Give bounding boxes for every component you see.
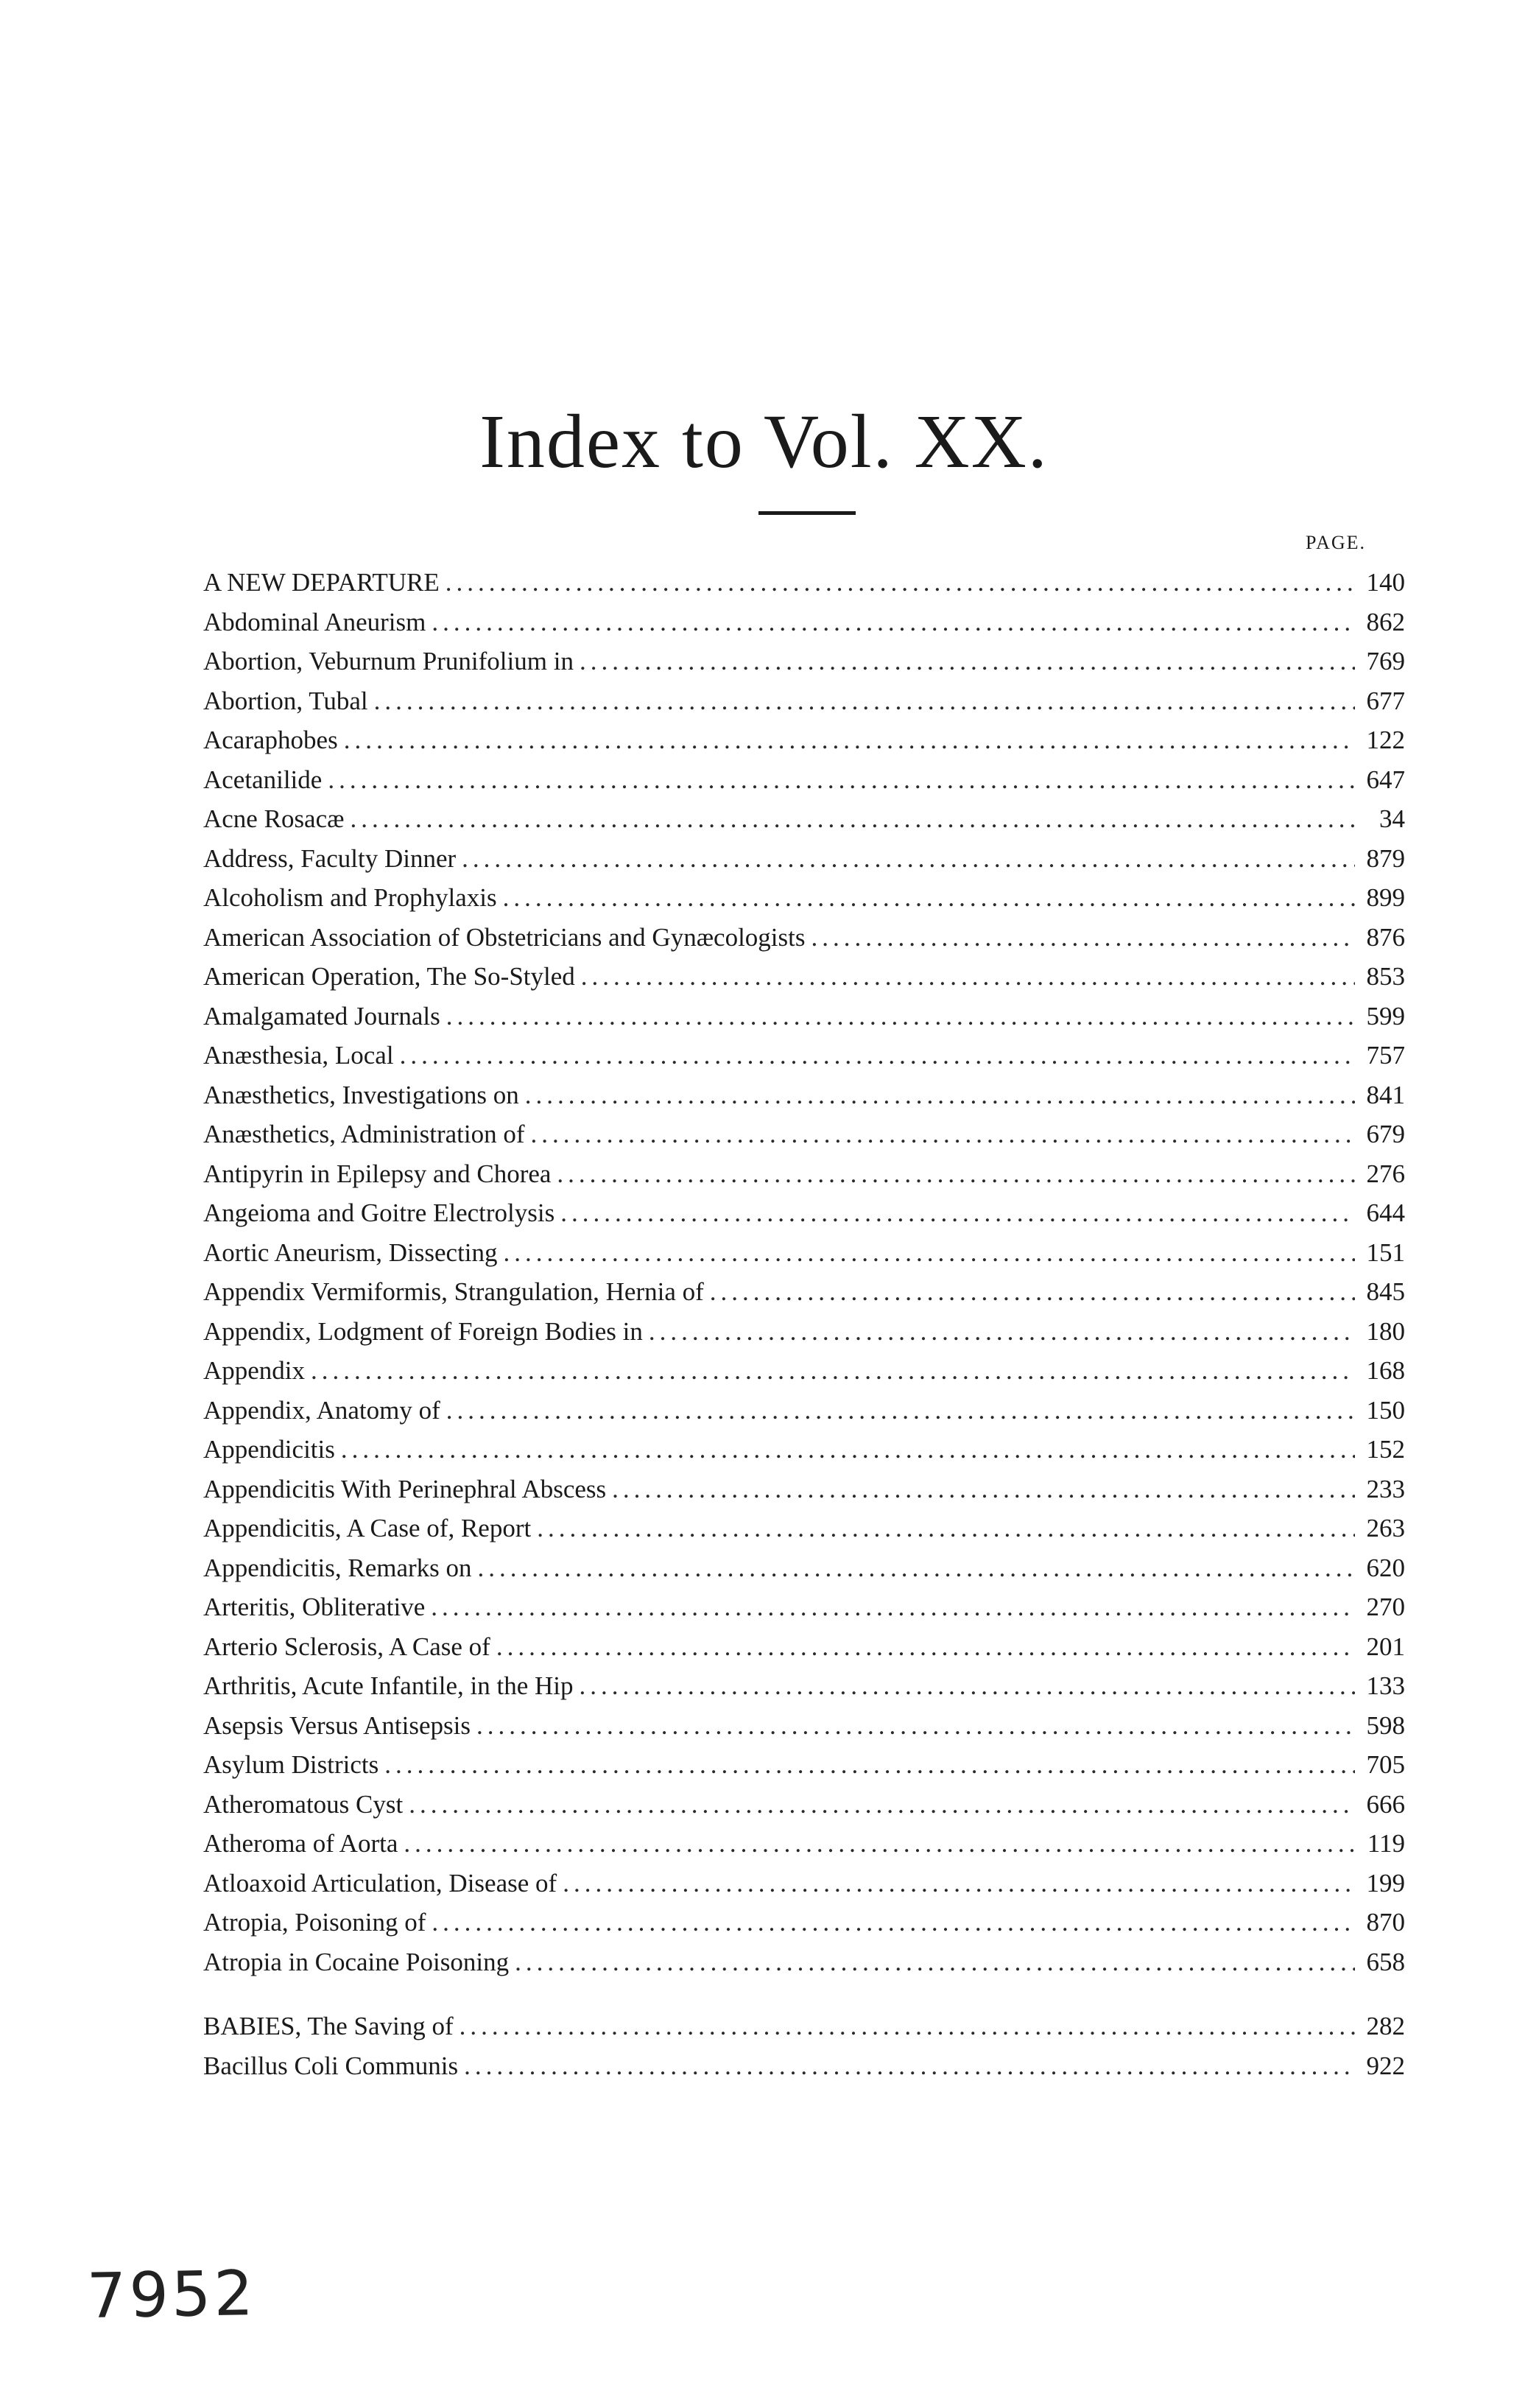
dot-leader xyxy=(446,563,1355,603)
entry-title: Abdominal Aneurism xyxy=(203,607,426,636)
entry-page: 152 xyxy=(1366,1435,1405,1464)
dot-leader xyxy=(557,1154,1355,1194)
entry-page: 705 xyxy=(1366,1750,1405,1779)
entry-page: 876 xyxy=(1366,922,1405,952)
dot-leader xyxy=(464,2046,1355,2086)
entry-title: Appendicitis With Perinephral Abscess xyxy=(203,1474,607,1503)
entry-page: 140 xyxy=(1366,568,1405,597)
dot-leader xyxy=(478,1548,1355,1588)
entry-page: 879 xyxy=(1366,843,1405,873)
entry-title: Atropia in Cocaine Poisoning xyxy=(203,1947,510,1976)
dot-leader xyxy=(710,1272,1355,1312)
dot-leader xyxy=(537,1509,1355,1548)
dot-leader xyxy=(350,799,1355,839)
entry-page: 853 xyxy=(1366,962,1405,991)
title-rule xyxy=(758,511,856,515)
entry-page: 119 xyxy=(1367,1829,1405,1858)
entry-title: Aortic Aneurism, Dissecting xyxy=(203,1238,498,1267)
dot-leader xyxy=(311,1351,1355,1391)
index-entry xyxy=(203,1745,1405,1785)
entry-title: Acne Rosacæ xyxy=(203,804,345,833)
index-entry xyxy=(203,1903,1405,1942)
dot-leader xyxy=(460,2007,1355,2046)
entry-page: 870 xyxy=(1366,1908,1405,1937)
dot-leader xyxy=(400,1036,1355,1075)
dot-leader xyxy=(531,1115,1355,1154)
entry-title: Alcoholism and Prophylaxis xyxy=(203,883,497,912)
entry-page: 899 xyxy=(1366,883,1405,912)
entry-title: Atheroma of Aorta xyxy=(203,1829,398,1858)
entry-title: Appendix, Anatomy of xyxy=(203,1395,440,1425)
index-entry xyxy=(203,1115,1405,1154)
index-entry xyxy=(203,878,1405,918)
dot-leader xyxy=(344,720,1355,760)
dot-leader xyxy=(446,1391,1355,1431)
dot-leader xyxy=(341,1430,1355,1470)
index-list xyxy=(203,563,1405,2085)
entry-page: 282 xyxy=(1366,2012,1405,2040)
dot-leader xyxy=(404,1824,1355,1864)
entry-title: Appendicitis xyxy=(203,1435,335,1464)
index-entry xyxy=(203,1193,1405,1233)
entry-title: Atloaxoid Articulation, Disease of xyxy=(203,1868,557,1898)
entry-page: 133 xyxy=(1366,1671,1405,1700)
dot-leader xyxy=(560,1193,1355,1233)
entry-page: 677 xyxy=(1366,686,1405,715)
index-entry xyxy=(203,1233,1405,1273)
entry-title: Arthritis, Acute Infantile, in the Hip xyxy=(203,1671,574,1700)
index-entry xyxy=(203,2046,1405,2086)
index-entry xyxy=(203,1587,1405,1627)
entry-page: 598 xyxy=(1366,1710,1405,1740)
entry-page: 845 xyxy=(1366,1277,1405,1306)
entry-page: 658 xyxy=(1366,1947,1405,1976)
handwritten-catalog-number: 7952 xyxy=(86,2257,257,2332)
entry-page: 150 xyxy=(1366,1395,1405,1425)
index-entry xyxy=(203,760,1405,800)
index-entry xyxy=(203,720,1405,760)
index-entry xyxy=(203,1430,1405,1470)
entry-page: 841 xyxy=(1366,1080,1405,1109)
dot-leader xyxy=(446,997,1355,1036)
dot-leader xyxy=(525,1075,1355,1115)
dot-leader xyxy=(515,1942,1355,1982)
index-entry xyxy=(203,1312,1405,1352)
entry-title: Anæsthetics, Investigations on xyxy=(203,1080,519,1109)
index-entry xyxy=(203,1351,1405,1391)
entry-page: 757 xyxy=(1366,1041,1405,1070)
entry-page: 679 xyxy=(1366,1120,1405,1148)
entry-title: Abortion, Veburnum Prunifolium in xyxy=(203,647,574,675)
entry-title: BABIES, The Saving of xyxy=(203,2012,454,2040)
entry-title: Asepsis Versus Antisepsis xyxy=(203,1710,471,1740)
index-entry xyxy=(203,1036,1405,1075)
entry-title: Acetanilide xyxy=(203,765,323,794)
entry-page: 34 xyxy=(1379,804,1405,833)
index-entry xyxy=(203,918,1405,958)
entry-page: 168 xyxy=(1366,1356,1405,1385)
entry-title: Arterio Sclerosis, A Case of xyxy=(203,1632,490,1661)
entry-page: 922 xyxy=(1366,2051,1405,2080)
entry-title: Anæsthetics, Administration of xyxy=(203,1120,525,1148)
index-entry xyxy=(203,799,1405,839)
dot-leader xyxy=(496,1627,1355,1667)
index-entry xyxy=(203,1785,1405,1825)
index-entry xyxy=(203,1627,1405,1667)
index-entry xyxy=(203,1824,1405,1864)
index-entry xyxy=(203,1666,1405,1706)
index-entry xyxy=(203,642,1405,681)
entry-page: 599 xyxy=(1366,1001,1405,1031)
entry-title: Appendix Vermiformis, Strangulation, Hernia of xyxy=(203,1277,704,1306)
dot-leader xyxy=(384,1745,1355,1785)
index-entry xyxy=(203,1470,1405,1509)
dot-leader xyxy=(504,1233,1355,1273)
dot-leader xyxy=(374,681,1355,721)
entry-title: A NEW DEPARTURE xyxy=(203,568,440,597)
index-entry xyxy=(203,957,1405,997)
entry-page: 666 xyxy=(1366,1789,1405,1819)
entry-title: Bacillus Coli Communis xyxy=(203,2051,459,2080)
index-entry xyxy=(203,2007,1405,2046)
entry-title: Acaraphobes xyxy=(203,726,338,754)
entry-title: Atheromatous Cyst xyxy=(203,1789,404,1819)
dot-leader xyxy=(581,957,1355,997)
entry-title: American Association of Obstetricians and Gynæcologists xyxy=(203,922,806,952)
page-title: Index to Vol. XX. xyxy=(479,399,1049,484)
index-entry xyxy=(203,1154,1405,1194)
index-entry xyxy=(203,563,1405,603)
entry-title: Amalgamated Journals xyxy=(203,1001,440,1031)
entry-page: 769 xyxy=(1366,647,1405,675)
index-entry xyxy=(203,1391,1405,1431)
entry-title: Antipyrin in Epilepsy and Chorea xyxy=(203,1159,552,1188)
entry-title: Anæsthesia, Local xyxy=(203,1041,394,1070)
entry-page: 201 xyxy=(1366,1632,1405,1661)
index-entry xyxy=(203,1548,1405,1588)
entry-page: 151 xyxy=(1366,1238,1405,1267)
entry-page: 233 xyxy=(1366,1474,1405,1503)
index-entry xyxy=(203,1706,1405,1746)
index-entry xyxy=(203,1075,1405,1115)
index-entry xyxy=(203,1272,1405,1312)
entry-title: Appendicitis, A Case of, Report xyxy=(203,1514,532,1542)
entry-page: 862 xyxy=(1366,607,1405,636)
entry-page: 180 xyxy=(1366,1316,1405,1346)
entry-page: 263 xyxy=(1366,1514,1405,1542)
dot-leader xyxy=(649,1312,1355,1352)
dot-leader xyxy=(432,603,1355,642)
index-entry xyxy=(203,1864,1405,1903)
page-column-heading: PAGE. xyxy=(1306,532,1367,553)
dot-leader xyxy=(580,642,1355,681)
entry-title: Appendix, Lodgment of Foreign Bodies in xyxy=(203,1316,643,1346)
entry-title: Abortion, Tubal xyxy=(203,686,368,715)
entry-title: Appendicitis, Remarks on xyxy=(203,1553,472,1582)
entry-title: Atropia, Poisoning of xyxy=(203,1908,426,1937)
entry-page: 270 xyxy=(1366,1593,1405,1621)
dot-leader xyxy=(476,1706,1355,1746)
dot-leader xyxy=(563,1864,1355,1903)
entry-page: 276 xyxy=(1366,1159,1405,1188)
dot-leader xyxy=(811,918,1356,958)
dot-leader xyxy=(328,760,1355,800)
index-entry xyxy=(203,1509,1405,1548)
dot-leader xyxy=(462,839,1355,879)
entry-page: 122 xyxy=(1366,726,1405,754)
dot-leader xyxy=(432,1903,1355,1942)
dot-leader xyxy=(580,1666,1355,1706)
index-entry xyxy=(203,603,1405,642)
dot-leader xyxy=(612,1470,1355,1509)
dot-leader xyxy=(503,878,1355,918)
index-entry xyxy=(203,997,1405,1036)
entry-page: 647 xyxy=(1366,765,1405,794)
entry-page: 644 xyxy=(1366,1198,1405,1227)
dot-leader xyxy=(431,1587,1355,1627)
dot-leader xyxy=(409,1785,1355,1825)
entry-title: Address, Faculty Dinner xyxy=(203,843,457,873)
index-entry xyxy=(203,681,1405,721)
entry-title: American Operation, The So-Styled xyxy=(203,962,575,991)
entry-title: Appendix xyxy=(203,1356,306,1385)
entry-title: Angeioma and Goitre Electrolysis xyxy=(203,1198,555,1227)
entry-page: 199 xyxy=(1366,1868,1405,1898)
index-entry xyxy=(203,1942,1405,1982)
entry-page: 620 xyxy=(1366,1553,1405,1582)
index-entry xyxy=(203,839,1405,879)
entry-title: Asylum Districts xyxy=(203,1750,379,1779)
entry-title: Arteritis, Obliterative xyxy=(203,1593,426,1621)
